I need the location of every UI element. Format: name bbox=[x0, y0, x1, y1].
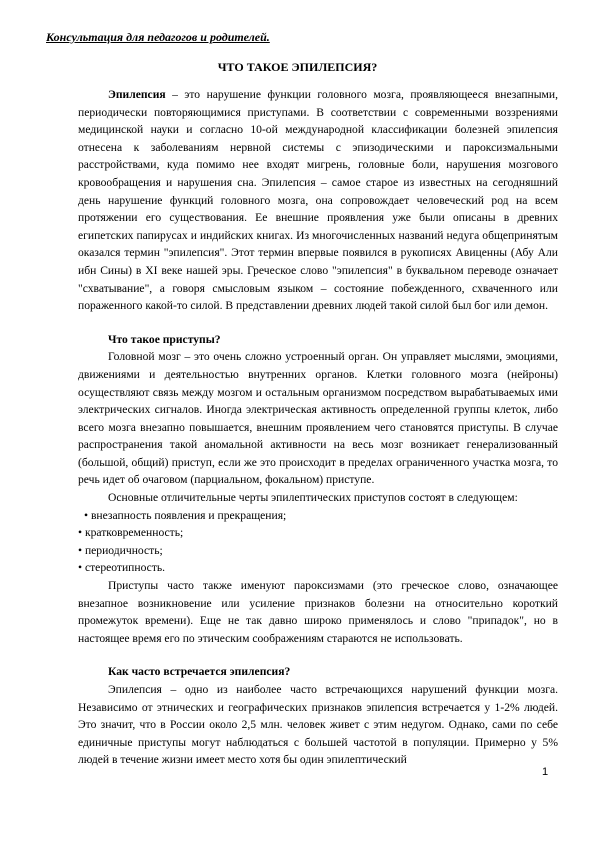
section-heading-seizures: Что такое приступы? bbox=[108, 332, 221, 346]
document-header: Консультация для педагогов и родителей. bbox=[46, 30, 270, 44]
document-body bbox=[78, 86, 558, 769]
section-heading-frequency: Как часто встречается эпилепсия? bbox=[108, 665, 291, 679]
intro-paragraph bbox=[78, 86, 558, 315]
document-title: ЧТО ТАКОЕ ЭПИЛЕПСИЯ? bbox=[217, 60, 378, 74]
seizures-paragraph-1: Головной мозг – это очень сложно устроенный орган. Он управляет мыслями, эмоциями, движениями и деятельностью внутренних органов. Клетки головного мозга (нейроны) осуществляют связь между мозгом и остальным организмом посредством вырабатываемых ими электрических сигналов. Иногда электрическая активность определенной группы клеток, либо всего мозга внезапно повышается, внешним проявлением чего становятся приступы. В случае распространения такой аномальной активности на весь мозг возникает генерализованный (большой, общий) приступ, если же это происходит в пределах ограниченного участка мозга, то речь идет об очаговом (парциальном, фокальном) приступе. bbox=[78, 350, 558, 487]
seizures-paragraph-2: Основные отличительные черты эпилептических приступов состоят в следующем: bbox=[108, 491, 518, 505]
list-item: • кратковременность; bbox=[78, 526, 184, 540]
list-item: • стереотипность. bbox=[78, 561, 166, 575]
frequency-paragraph-1: Эпилепсия – одно из наиболее часто встречающихся нарушений функции мозга. Независимо от этнических и географических признаков эпилепсия встречается у 1-2% людей. Это значит, что в России около 2,5 млн. человек живет с этим недугом. Однако, сами по себе единичные приступы могут наблюдаться с большей частотой в популяции. Примерно у 5% людей в течение жизни имеет место хотя бы один эпилептический bbox=[78, 683, 558, 767]
seizures-paragraph-3: Приступы часто также именуют пароксизмами (это греческое слово, означающее внезапное возникновение или усиление признаков болезни на относительно короткий промежуток времени). Еще не так давно широко применялось и слово "припадок", но в настоящее время его по этическим соображениям стараются не использовать. bbox=[78, 579, 558, 645]
intro-term: Эпилепсия bbox=[108, 88, 166, 101]
list-item: • периодичность; bbox=[78, 543, 163, 557]
intro-text: – это нарушение функции головного мозга, проявляющееся внезапными, периодически повторяющимися приступами. В соответствии с современными воззрениями медицинской науки и согласно 10-ой международной классификации болезней эпилепсия отнесена к заболеваниям нервной системы с эпизодическими и пароксизмальными расстройствами, куда помимо нее входят мигрень, головные боли, нарушения мозгового кровообращения и нарушения сна. Эпилепсия – самое старое из известных на сегодняшний день нарушение функций головного мозга, она сопровождает человеческий род на всем протяжении его существования. Ее внешние проявления уже были описаны в древних египетских папирусах и индийских книгах. Из многочисленных названий недуга общепринятым оказался термин "эпилепсия". Этот термин впервые появился в рукописях Авиценны (Абу Али ибн Сины) в XI веке нашей эры. Греческое слово "эпилепсия" в буквальном переводе означает "схватывание", а говоря смысловым языком – состояние побежденного, схваченного или пораженного какой-то силой. В представлении древних людей такой силой был бог или демон. bbox=[78, 88, 558, 313]
list-item: • внезапность появления и прекращения; bbox=[84, 508, 287, 522]
page-number: 1 bbox=[542, 766, 549, 778]
